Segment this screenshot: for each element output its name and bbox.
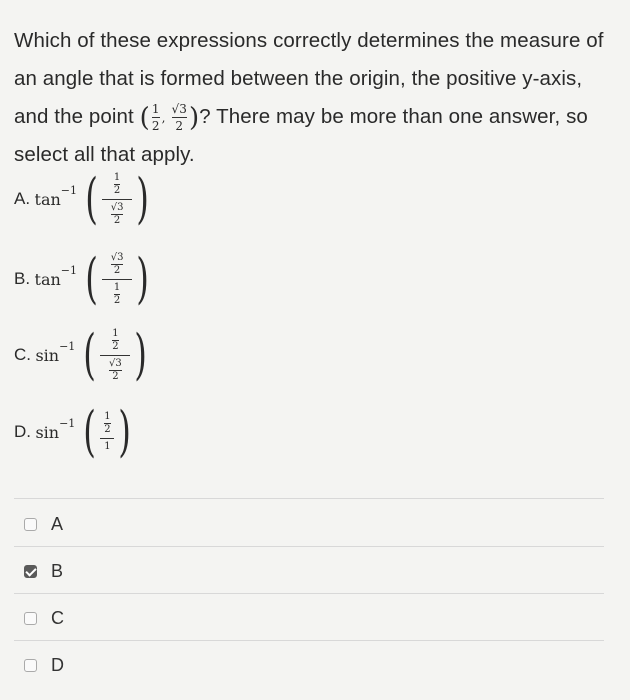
choice-label: C — [51, 608, 64, 628]
option-d-expression — [14, 400, 135, 463]
choice-label: B — [51, 561, 64, 581]
option-c-expression — [14, 323, 151, 386]
choice-label: D — [51, 655, 64, 675]
question-text — [14, 22, 614, 174]
choice-b[interactable] — [24, 561, 63, 582]
option-label: D. — [14, 422, 31, 441]
point-expression: ( 1 2 , √3 2 ) — [139, 102, 200, 134]
option-a-expression — [14, 167, 153, 230]
option-b-expression — [14, 247, 153, 310]
question-text-before: Which of these expressions correctly determines the measure of an angle that is formed between the origin, the positive y-axis, and the point — [14, 29, 604, 128]
option-label: B. — [14, 269, 31, 288]
option-label: C. — [14, 345, 31, 364]
choice-c[interactable] — [24, 608, 64, 629]
divider — [14, 546, 604, 547]
exponent: −1 — [59, 416, 76, 430]
divider — [14, 593, 604, 594]
choice-d[interactable] — [24, 655, 64, 676]
divider — [14, 498, 604, 499]
checkbox-b[interactable] — [24, 565, 37, 578]
fraction: ( √3 2 1 2 ) — [85, 247, 149, 310]
checkbox-a[interactable] — [24, 518, 37, 531]
fraction: ( 1 2 1 ) — [83, 400, 132, 463]
function-name: tan — [34, 189, 61, 209]
exponent: −1 — [59, 339, 76, 353]
divider — [14, 640, 604, 641]
question-text-after: ? There may be more than one answer, so select all that apply. — [14, 105, 588, 166]
checkbox-c[interactable] — [24, 612, 37, 625]
option-label: A. — [14, 189, 31, 208]
checkbox-d[interactable] — [24, 659, 37, 672]
exponent: −1 — [60, 183, 78, 197]
function-name: tan — [34, 269, 61, 289]
fraction: ( 1 2 √3 2 ) — [85, 167, 149, 230]
function-name: sin — [35, 422, 60, 442]
fraction: ( 1 2 √3 2 ) — [83, 323, 148, 386]
choice-label: A — [51, 514, 64, 534]
function-name: sin — [35, 345, 60, 365]
choice-a[interactable] — [24, 514, 63, 535]
exponent: −1 — [60, 263, 78, 277]
